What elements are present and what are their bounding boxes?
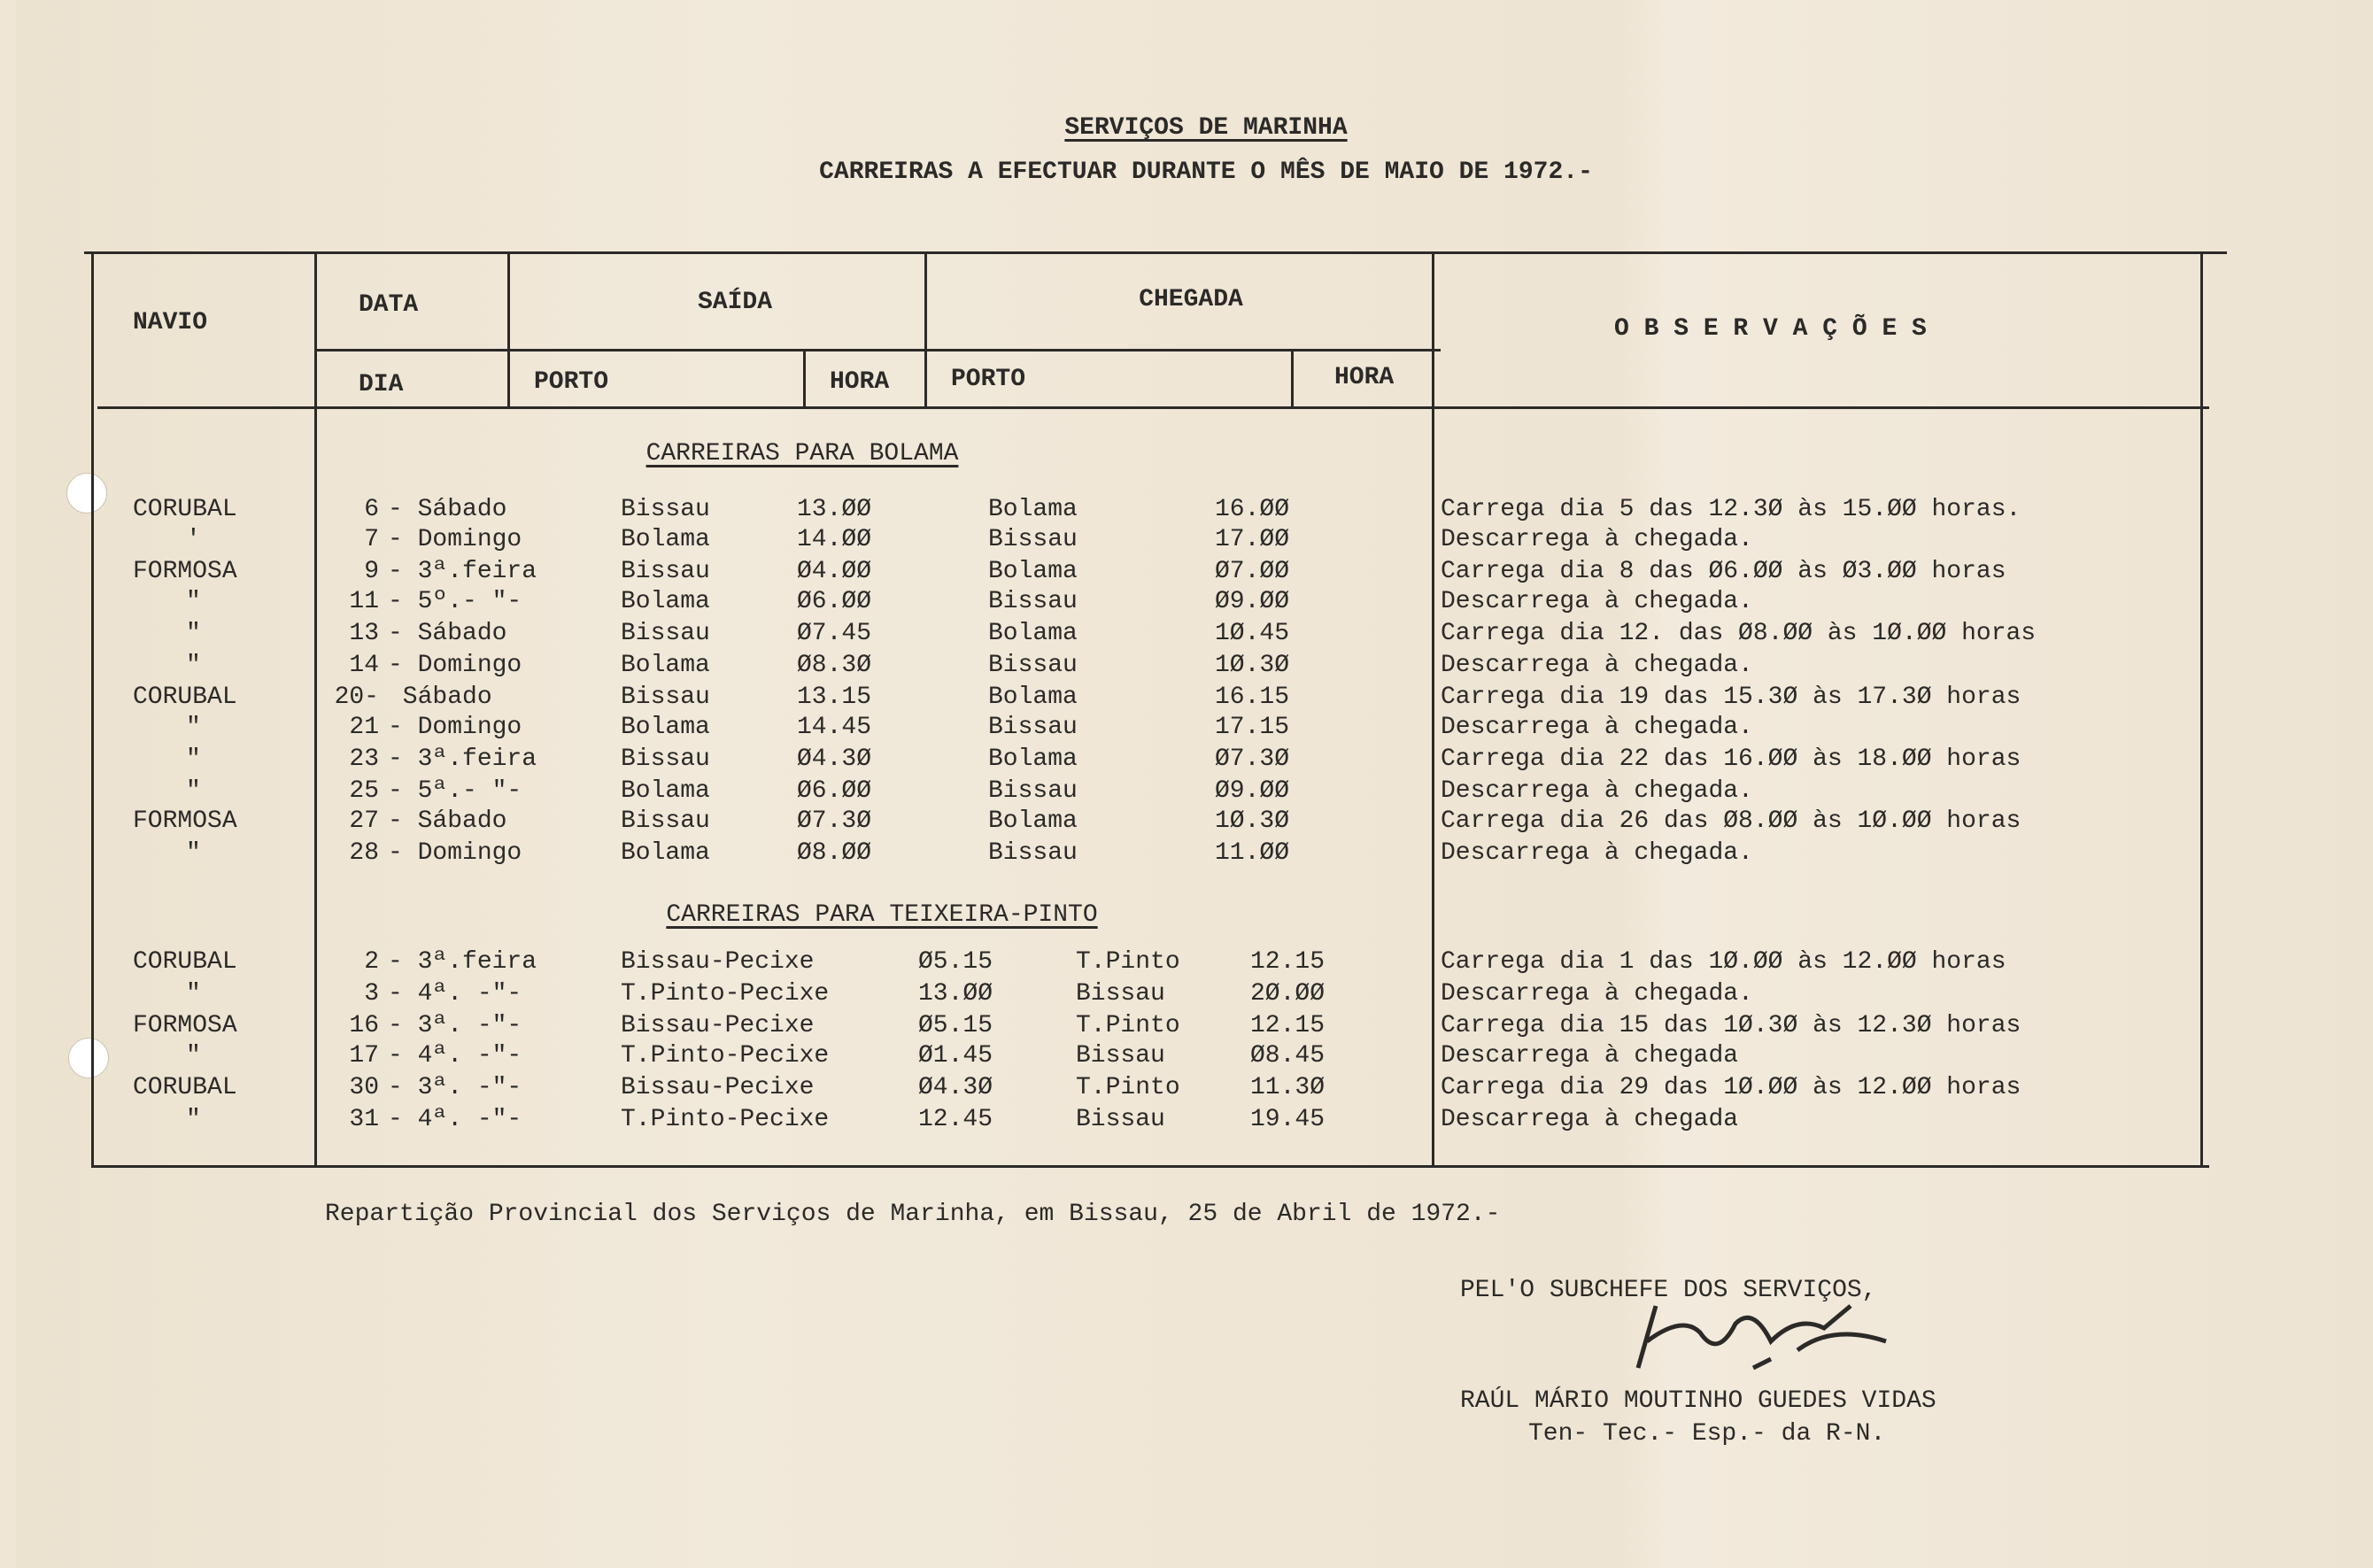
cell-hora-chegada: 1Ø.45 [1215, 620, 1290, 647]
cell-obs: Descarrega à chegada [1441, 1106, 1739, 1133]
header-chegada: CHEGADA [1139, 286, 1243, 313]
column-divider [314, 254, 317, 1168]
cell-porto-chegada: Bissau [1076, 1106, 1165, 1133]
cell-hora-saida: 14.45 [797, 714, 872, 741]
cell-hora-chegada: 17.15 [1215, 714, 1290, 741]
cell-obs: Carrega dia 26 das Ø8.ØØ às 1Ø.ØØ horas [1441, 807, 2021, 835]
cell-porto-chegada: Bolama [988, 496, 1078, 523]
cell-porto-chegada: T.Pinto [1076, 1074, 1180, 1101]
cell-dia: 7 [364, 526, 379, 553]
cell-hora-saida: Ø7.3Ø [797, 807, 872, 835]
cell-hora-chegada: 2Ø.ØØ [1250, 980, 1326, 1008]
cell-hora-chegada: 19.45 [1250, 1106, 1326, 1133]
cell-porto-saida: T.Pinto-Pecixe [621, 1106, 830, 1133]
cell-navio: " [186, 1042, 201, 1070]
cell-navio: FORMOSA [133, 1012, 237, 1039]
header-dia: DIA [359, 371, 404, 398]
document-subtitle: CARREIRAS A EFECTUAR DURANTE O MÊS DE MAIO DE 1972.- [819, 158, 1593, 186]
cell-hora-saida: 13.15 [797, 684, 872, 711]
cell-obs: Descarrega à chegada. [1441, 652, 1753, 679]
cell-dia-semana: - 5º.- "- [388, 588, 522, 615]
cell-obs: Descarrega à chegada. [1441, 714, 1753, 741]
cell-dia-semana: - 3ª. -"- [388, 1012, 522, 1039]
cell-hora-chegada: Ø7.ØØ [1215, 558, 1290, 585]
cell-porto-saida: T.Pinto-Pecixe [621, 980, 830, 1008]
cell-hora-saida: 13.ØØ [918, 980, 993, 1008]
cell-dia-semana: - 3ª.feira [388, 745, 537, 773]
header-observacoes: O B S E R V A Ç Õ E S [1614, 315, 1927, 343]
header-saida: SAÍDA [697, 289, 773, 316]
cell-obs: Carrega dia 1 das 1Ø.ØØ às 12.ØØ horas [1441, 948, 2006, 976]
cell-navio: " [186, 745, 201, 773]
header-border-bottom [97, 406, 2209, 409]
cell-navio: " [186, 588, 201, 615]
header-divider [314, 349, 1441, 351]
cell-porto-saida: Bissau-Pecixe [621, 1012, 815, 1039]
cell-navio: " [186, 980, 201, 1008]
cell-hora-saida: Ø8.3Ø [797, 652, 872, 679]
cell-obs: Descarrega à chegada. [1441, 839, 1753, 867]
cell-dia: 23 [349, 745, 379, 773]
table-border-left [91, 254, 94, 1168]
cell-obs: Carrega dia 22 das 16.ØØ às 18.ØØ horas [1441, 745, 2021, 773]
cell-dia: 3 [364, 980, 379, 1008]
cell-navio: CORUBAL [133, 1074, 237, 1101]
section-title-bolama: CARREIRAS PARA BOLAMA [645, 440, 959, 467]
cell-obs: Carrega dia 29 das 1Ø.ØØ às 12.ØØ horas [1441, 1074, 2021, 1101]
cell-porto-chegada: Bissau [988, 652, 1078, 679]
cell-hora-saida: Ø4.ØØ [797, 558, 872, 585]
cell-dia-semana: - Domingo [388, 714, 522, 741]
signatory-name: RAÚL MÁRIO MOUTINHO GUEDES VIDAS [1460, 1387, 1936, 1415]
cell-hora-saida: Ø6.ØØ [797, 588, 872, 615]
cell-porto-saida: Bolama [621, 777, 710, 805]
header-navio: NAVIO [133, 309, 208, 336]
punch-hole [68, 1038, 109, 1078]
cell-navio: " [186, 714, 201, 741]
cell-dia-semana: - Domingo [388, 652, 522, 679]
cell-porto-saida: Bissau [621, 745, 710, 773]
cell-hora-saida: Ø8.ØØ [797, 839, 872, 867]
punch-hole [66, 473, 107, 514]
cell-dia-semana: - 4ª. -"- [388, 980, 522, 1008]
cell-porto-chegada: Bissau [1076, 980, 1165, 1008]
signatory-rank: Ten- Tec.- Esp.- da R-N. [1528, 1420, 1886, 1448]
cell-dia-semana: - 5ª.- "- [388, 777, 522, 805]
cell-obs: Carrega dia 15 das 1Ø.3Ø às 12.3Ø horas [1441, 1012, 2021, 1039]
header-porto-saida: PORTO [534, 368, 609, 396]
cell-dia: 20- [334, 684, 379, 711]
header-data: DATA [359, 291, 419, 319]
cell-navio: " [186, 777, 201, 805]
cell-porto-chegada: Bolama [988, 807, 1078, 835]
cell-porto-saida: Bolama [621, 652, 710, 679]
cell-porto-chegada: Bissau [988, 714, 1078, 741]
cell-dia: 25 [349, 777, 379, 805]
cell-porto-chegada: T.Pinto [1076, 948, 1180, 976]
cell-dia: 16 [349, 1012, 379, 1039]
cell-hora-chegada: Ø9.ØØ [1215, 777, 1290, 805]
cell-dia: 31 [349, 1106, 379, 1133]
cell-porto-saida: Bissau-Pecixe [621, 1074, 815, 1101]
cell-obs: Carrega dia 12. das Ø8.ØØ às 1Ø.ØØ horas [1441, 620, 2037, 647]
cell-dia-semana: - Domingo [388, 526, 522, 553]
column-divider [1291, 351, 1294, 408]
table-border-right [2200, 254, 2203, 1168]
cell-porto-chegada: Bolama [988, 620, 1078, 647]
table-border-bottom [91, 1165, 2209, 1168]
cell-dia-semana: - 3ª.feira [388, 948, 537, 976]
header-porto-chegada: PORTO [951, 366, 1026, 393]
cell-porto-saida: Bissau [621, 558, 710, 585]
cell-hora-chegada: 11.3Ø [1250, 1074, 1326, 1101]
on-behalf-line: PEL'O SUBCHEFE DOS SERVIÇOS, [1460, 1277, 1877, 1304]
cell-porto-saida: Bissau [621, 684, 710, 711]
cell-dia: 2 [364, 948, 379, 976]
cell-hora-saida: 12.45 [918, 1106, 993, 1133]
cell-porto-saida: Bolama [621, 714, 710, 741]
cell-dia: 6 [364, 496, 379, 523]
cell-hora-saida: Ø4.3Ø [797, 745, 872, 773]
cell-porto-saida: T.Pinto-Pecixe [621, 1042, 830, 1070]
column-divider [507, 254, 510, 408]
column-divider [924, 254, 927, 408]
cell-porto-chegada: Bolama [988, 745, 1078, 773]
cell-dia: 17 [349, 1042, 379, 1070]
cell-dia-semana: - 3ª. -"- [388, 1074, 522, 1101]
header-hora-chegada: HORA [1334, 364, 1395, 391]
cell-dia-semana: - 4ª. -"- [388, 1106, 522, 1133]
cell-dia: 14 [349, 652, 379, 679]
cell-hora-chegada: 16.15 [1215, 684, 1290, 711]
cell-porto-saida: Bissau [621, 620, 710, 647]
cell-obs: Descarrega à chegada [1441, 1042, 1739, 1070]
cell-navio: " [186, 839, 201, 867]
cell-obs: Descarrega à chegada. [1441, 980, 1753, 1008]
cell-navio: CORUBAL [133, 948, 237, 976]
cell-hora-saida: Ø5.15 [918, 948, 993, 976]
cell-porto-chegada: T.Pinto [1076, 1012, 1180, 1039]
cell-obs: Carrega dia 19 das 15.3Ø às 17.3Ø horas [1441, 684, 2021, 711]
cell-navio: FORMOSA [133, 807, 237, 835]
cell-navio: FORMOSA [133, 558, 237, 585]
cell-hora-chegada: Ø7.3Ø [1215, 745, 1290, 773]
cell-dia: 30 [349, 1074, 379, 1101]
cell-porto-chegada: Bissau [988, 526, 1078, 553]
cell-porto-chegada: Bissau [1076, 1042, 1165, 1070]
cell-hora-chegada: 1Ø.3Ø [1215, 652, 1290, 679]
section-title-teixeira-pinto: CARREIRAS PARA TEIXEIRA-PINTO [666, 901, 1098, 929]
handwritten-signature [1620, 1288, 1913, 1394]
cell-navio: ' [186, 526, 201, 553]
cell-hora-chegada: Ø8.45 [1250, 1042, 1326, 1070]
cell-dia: 11 [349, 588, 379, 615]
cell-dia: 9 [364, 558, 379, 585]
cell-hora-saida: Ø7.45 [797, 620, 872, 647]
cell-navio: " [186, 620, 201, 647]
cell-obs: Descarrega à chegada. [1441, 588, 1753, 615]
cell-hora-chegada: Ø9.ØØ [1215, 588, 1290, 615]
cell-porto-saida: Bissau [621, 807, 710, 835]
cell-dia-semana: - Domingo [388, 839, 522, 867]
cell-navio: CORUBAL [133, 496, 237, 523]
cell-hora-chegada: 11.ØØ [1215, 839, 1290, 867]
cell-dia-semana: - Sábado [388, 807, 507, 835]
cell-dia: 13 [349, 620, 379, 647]
cell-hora-chegada: 12.15 [1250, 1012, 1326, 1039]
cell-hora-chegada: 1Ø.3Ø [1215, 807, 1290, 835]
cell-dia-semana: - 4ª. -"- [388, 1042, 522, 1070]
cell-hora-chegada: 12.15 [1250, 948, 1326, 976]
cell-porto-chegada: Bissau [988, 588, 1078, 615]
cell-dia: 27 [349, 807, 379, 835]
header-hora-saida: HORA [830, 368, 890, 396]
cell-hora-chegada: 16.ØØ [1215, 496, 1290, 523]
cell-dia-semana: - Sábado [388, 496, 507, 523]
cell-porto-chegada: Bissau [988, 839, 1078, 867]
cell-porto-saida: Bolama [621, 839, 710, 867]
cell-hora-saida: 14.ØØ [797, 526, 872, 553]
column-divider [1432, 254, 1434, 1168]
cell-dia: 28 [349, 839, 379, 867]
cell-navio: CORUBAL [133, 684, 237, 711]
cell-hora-chegada: 17.ØØ [1215, 526, 1290, 553]
cell-hora-saida: Ø5.15 [918, 1012, 993, 1039]
cell-navio: " [186, 1106, 201, 1133]
column-divider [803, 351, 806, 408]
place-date-line: Repartição Provincial dos Serviços de Marinha, em Bissau, 25 de Abril de 1972.- [325, 1201, 1501, 1228]
cell-dia: 21 [349, 714, 379, 741]
cell-dia-semana: Sábado [388, 684, 492, 711]
cell-navio: " [186, 652, 201, 679]
cell-obs: Carrega dia 5 das 12.3Ø às 15.ØØ horas. [1441, 496, 2021, 523]
cell-dia-semana: - Sábado [388, 620, 507, 647]
cell-hora-saida: Ø1.45 [918, 1042, 993, 1070]
cell-porto-chegada: Bissau [988, 777, 1078, 805]
cell-porto-chegada: Bolama [988, 558, 1078, 585]
cell-obs: Carrega dia 8 das Ø6.ØØ às Ø3.ØØ horas [1441, 558, 2006, 585]
cell-hora-saida: Ø4.3Ø [918, 1074, 993, 1101]
cell-porto-saida: Bissau-Pecixe [621, 948, 815, 976]
cell-hora-saida: Ø6.ØØ [797, 777, 872, 805]
table-border-top [84, 251, 2227, 254]
cell-porto-chegada: Bolama [988, 684, 1078, 711]
cell-porto-saida: Bolama [621, 526, 710, 553]
cell-hora-saida: 13.ØØ [797, 496, 872, 523]
document-title: SERVIÇOS DE MARINHA [1064, 114, 1348, 142]
cell-obs: Descarrega à chegada. [1441, 526, 1753, 553]
cell-porto-saida: Bissau [621, 496, 710, 523]
cell-porto-saida: Bolama [621, 588, 710, 615]
cell-obs: Descarrega à chegada. [1441, 777, 1753, 805]
cell-dia-semana: - 3ª.feira [388, 558, 537, 585]
